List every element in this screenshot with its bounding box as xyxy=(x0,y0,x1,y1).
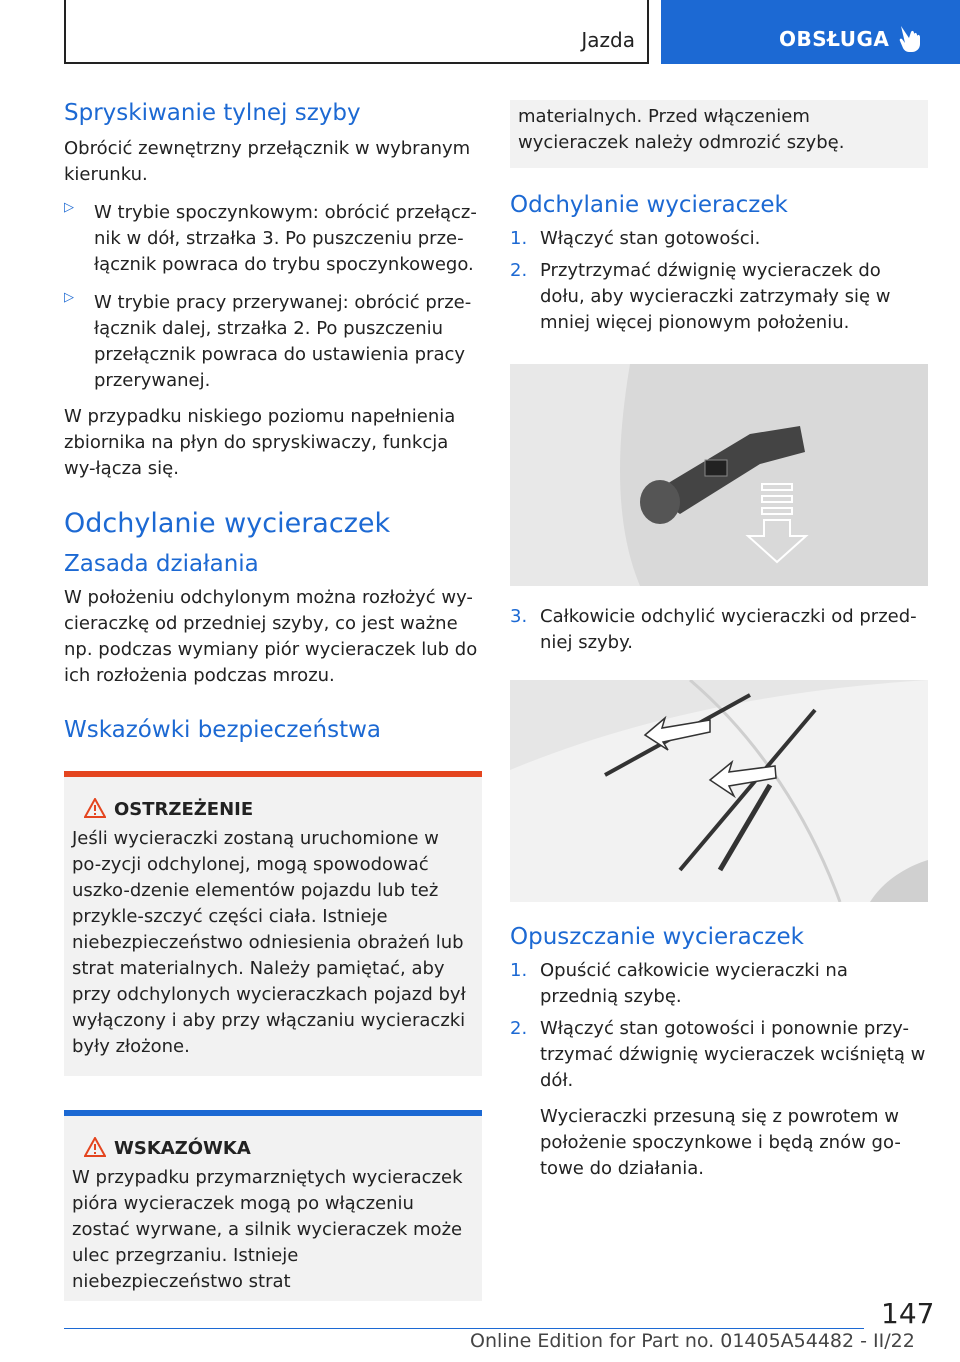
paragraph-principle: W położeniu odchylonym można rozłożyć wy-cieraczkę od przedniej szyby, co jest ważne np. podczas wymiany piór wycieraczek lub do ich rozłożenia podczas mrozu. xyxy=(64,587,478,686)
bullet-text: W trybie pracy przerywanej: obrócić prze-łącznik dalej, strzałka 2. Po puszczeniu przełącznik powraca do ustawienia pracy przerywanej. xyxy=(94,292,472,391)
note-box-continued xyxy=(510,100,928,168)
bullet-item xyxy=(64,200,482,278)
step-text: Włączyć stan gotowości. xyxy=(540,228,761,249)
footer-divider xyxy=(64,1328,864,1329)
heading-rear-spray: Spryskiwanie tylnej szyby xyxy=(64,100,361,126)
step-number: 2. xyxy=(510,1018,528,1039)
step-text: Opuścić całkowicie wycieraczki na przednią szybę. xyxy=(540,960,848,1007)
left-column xyxy=(64,100,482,1301)
header-section-box xyxy=(64,0,649,64)
step-item xyxy=(510,604,928,656)
header-section-label: Jazda xyxy=(581,28,635,52)
header-chapter-label: OBSŁUGA xyxy=(779,27,890,51)
bullet-text: W trybie spoczynkowym: obrócić przełącz-nik w dół, strzałka 3. Po puszczeniu prze-łącznik powraca do trybu spoczynkowego. xyxy=(94,202,477,275)
heading-principle: Zasada działania xyxy=(64,551,259,577)
warning-text: Jeśli wycieraczki zostaną uruchomione w po-zycji odchylonej, mogą spowodować uszko-dzenie elementów pojazdu lub też przykle-szczyć części ciała. Istnieje niebezpieczeństwo odniesienia obrażeń lub strat materialnych. Należy pamiętać, aby przy odchylonych wycieraczkach pojazd był wyłączony i aby przy włączaniu wycieraczki były złożone. xyxy=(72,828,466,1057)
step-text: Włączyć stan gotowości i ponownie przy-trzymać dźwignię wycieraczek wciśniętą w dół. xyxy=(540,1018,926,1091)
hand-pointer-icon xyxy=(897,24,923,54)
page-number: 147 xyxy=(881,1297,935,1330)
wiper-lever-illustration xyxy=(510,364,928,586)
heading-lower-wipers: Opuszczanie wycieraczek xyxy=(510,924,804,950)
header-chapter-box xyxy=(661,0,960,64)
note-title: WSKAZÓWKA xyxy=(72,1138,472,1159)
right-column xyxy=(510,100,928,1182)
heading-safety: Wskazówki bezpieczeństwa xyxy=(64,717,382,743)
step-item xyxy=(510,1016,928,1094)
note-text: W przypadku przymarzniętych wycieraczek pióra wycieraczek mogą po włączeniu zostać wyrwane, a silnik wycieraczek może ulec przegrzaniu. Istnieje niebezpieczeństwo strat xyxy=(72,1167,463,1292)
triangle-bullet-icon: ▷ xyxy=(64,200,74,215)
paragraph-result: Wycieraczki przesuną się z powrotem w położenie spoczynkowe i będą znów go-towe do działania. xyxy=(540,1106,901,1179)
step-number: 3. xyxy=(510,606,528,627)
step-text: Przytrzymać dźwignię wycieraczek do dołu, aby wycieraczki zatrzymały się w mniej więcej pionowym położeniu. xyxy=(540,260,891,333)
step-number: 1. xyxy=(510,960,528,981)
warning-box xyxy=(64,771,482,1076)
footer-edition: Online Edition for Part no. 01405A54482 - II/22 xyxy=(470,1330,915,1352)
note-box xyxy=(64,1110,482,1301)
heading-tilt-wipers: Odchylanie wycieraczek xyxy=(64,508,391,539)
step-number: 1. xyxy=(510,228,528,249)
heading-tilt-steps: Odchylanie wycieraczek xyxy=(510,192,788,218)
step-text: Całkowicie odchylić wycieraczki od przed-niej szyby. xyxy=(540,606,917,653)
step-item xyxy=(510,226,928,252)
warning-title: OSTRZEŻENIE xyxy=(72,799,472,820)
paragraph-spray: Obrócić zewnętrzny przełącznik w wybranym kierunku. xyxy=(64,138,471,185)
note-text-continued: materialnych. Przed włączeniem wycieraczek należy odmrozić szybę. xyxy=(518,106,845,153)
windshield-wipers-illustration xyxy=(510,680,928,902)
warning-triangle-icon xyxy=(84,1137,106,1157)
step-item xyxy=(510,958,928,1010)
paragraph-level: W przypadku niskiego poziomu napełnienia zbiornika na płyn do spryskiwaczy, funkcja wy-łącza się. xyxy=(64,406,456,479)
step-number: 2. xyxy=(510,260,528,281)
step-item xyxy=(510,258,928,336)
warning-triangle-icon xyxy=(84,798,106,818)
bullet-item xyxy=(64,290,482,394)
triangle-bullet-icon: ▷ xyxy=(64,290,74,305)
